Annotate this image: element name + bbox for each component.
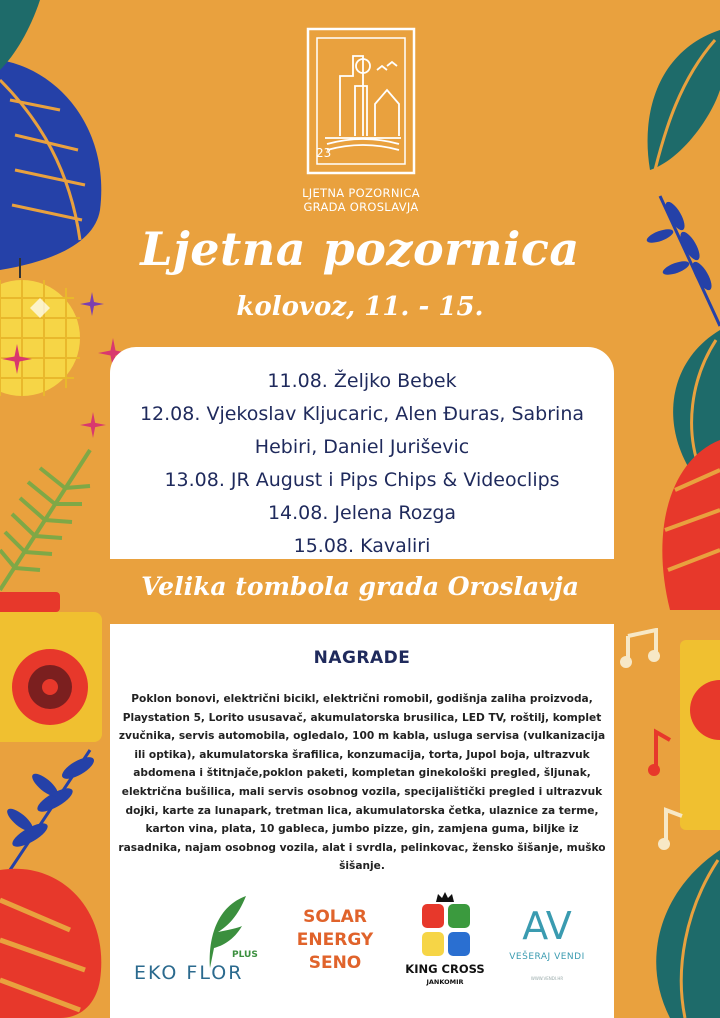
- logo-caption-line1: LJETNA POZORNICA: [302, 186, 420, 200]
- boombox-illustration: [0, 592, 102, 752]
- solar-line2: ENERGY: [296, 930, 374, 950]
- lineup-panel: [110, 347, 614, 559]
- teal-leaf-illustration-top-right: [620, 30, 720, 200]
- boombox-illustration: [680, 640, 720, 830]
- lineup-item: 15.08. Kavaliri: [293, 535, 431, 557]
- blue-leaf-illustration: [0, 740, 110, 880]
- solar-line3: SENO: [308, 953, 362, 973]
- prizes-heading: NAGRADE: [313, 648, 411, 668]
- teal-leaf-illustration-bottom-right: [630, 850, 720, 1018]
- ekoflor-logo: [128, 896, 268, 988]
- av-name: VEŠERAJ VENDI: [509, 952, 585, 962]
- av-mark: AV: [522, 904, 572, 948]
- lineup-item: 12.08. Vjekoslav Kljucaric, Alen Đuras, Sabrina Hebiri, Daniel Juriševic: [139, 403, 585, 458]
- solar-energy-logo: [280, 906, 390, 975]
- crown-icon: [436, 892, 454, 902]
- lineup-item: 13.08. JR August i Pips Chips & Videoclips: [164, 469, 560, 491]
- sponsor-logos: [110, 888, 614, 998]
- ekoflor-plus: PLUS: [232, 950, 258, 960]
- music-note-icon: [620, 628, 664, 668]
- lineup-item: 14.08. Jelena Rozga: [267, 502, 457, 524]
- teal-leaf-illustration: [0, 0, 40, 70]
- lineup-item: 11.08. Željko Bebek: [267, 370, 457, 392]
- king-cross-name: KING CROSS: [405, 962, 485, 976]
- colored-squares-icon: [422, 904, 470, 956]
- logo-caption-line2: GRADA OROSLAVJA: [303, 200, 419, 214]
- disco-ball-illustration: [0, 258, 90, 398]
- av-website: WWW.VENDI.HR: [530, 976, 564, 981]
- red-leaf-illustration: [0, 860, 110, 1018]
- music-note-icon: [656, 806, 686, 850]
- music-note-icon: [648, 728, 674, 778]
- king-cross-logo: [400, 892, 490, 992]
- solar-line1: SOLAR: [303, 907, 367, 927]
- veseraj-vendi-logo: [502, 904, 602, 990]
- ekoflor-name: EKO FLOR: [134, 962, 244, 984]
- tombola-title: Velika tombola grada Oroslavja: [141, 572, 579, 601]
- sparkle-icon: [80, 412, 106, 438]
- page-title: Ljetna pozornica: [140, 222, 580, 276]
- event-logo: [296, 26, 426, 214]
- prizes-list: Poklon bonovi, električni bicikl, električni romobil, godišnja zaliha proizvoda, Playstation 5, Lorito ususavač, akumulatorska brusilica, LED TV, roštilj, komplet zvučnika, servis automobila, ogledalo, 100 m kabla, usluga servisa (vulkanizacija ili optika), akumulatorska šrafilica, konzumacija, torta, Jupol boja, ultrazvuk abdomena i štitnjače,poklon paketi, kompletan ginekološki pregled, šljunak, električna bušilica, mali servis osobnog vozila, specijalištički pregled i ultrazvuk dojki, karte za lunapark, tretman lica, akumulatorska četka, ulaznice za terme, karton vina, plata, 10 gableca, jumbo pizze, gin, zamjena guma, biljke iz rasadnika, najam osobnog vozila, alat i svrdla, pelinkovac, žensko šišanje, muško šišanje.: [118, 693, 606, 873]
- event-dates: kolovoz, 11. - 15.: [236, 292, 484, 322]
- sparkle-icon: [2, 344, 32, 374]
- logo-number: 23: [316, 146, 332, 160]
- king-cross-sub: JANKOMIR: [426, 978, 464, 986]
